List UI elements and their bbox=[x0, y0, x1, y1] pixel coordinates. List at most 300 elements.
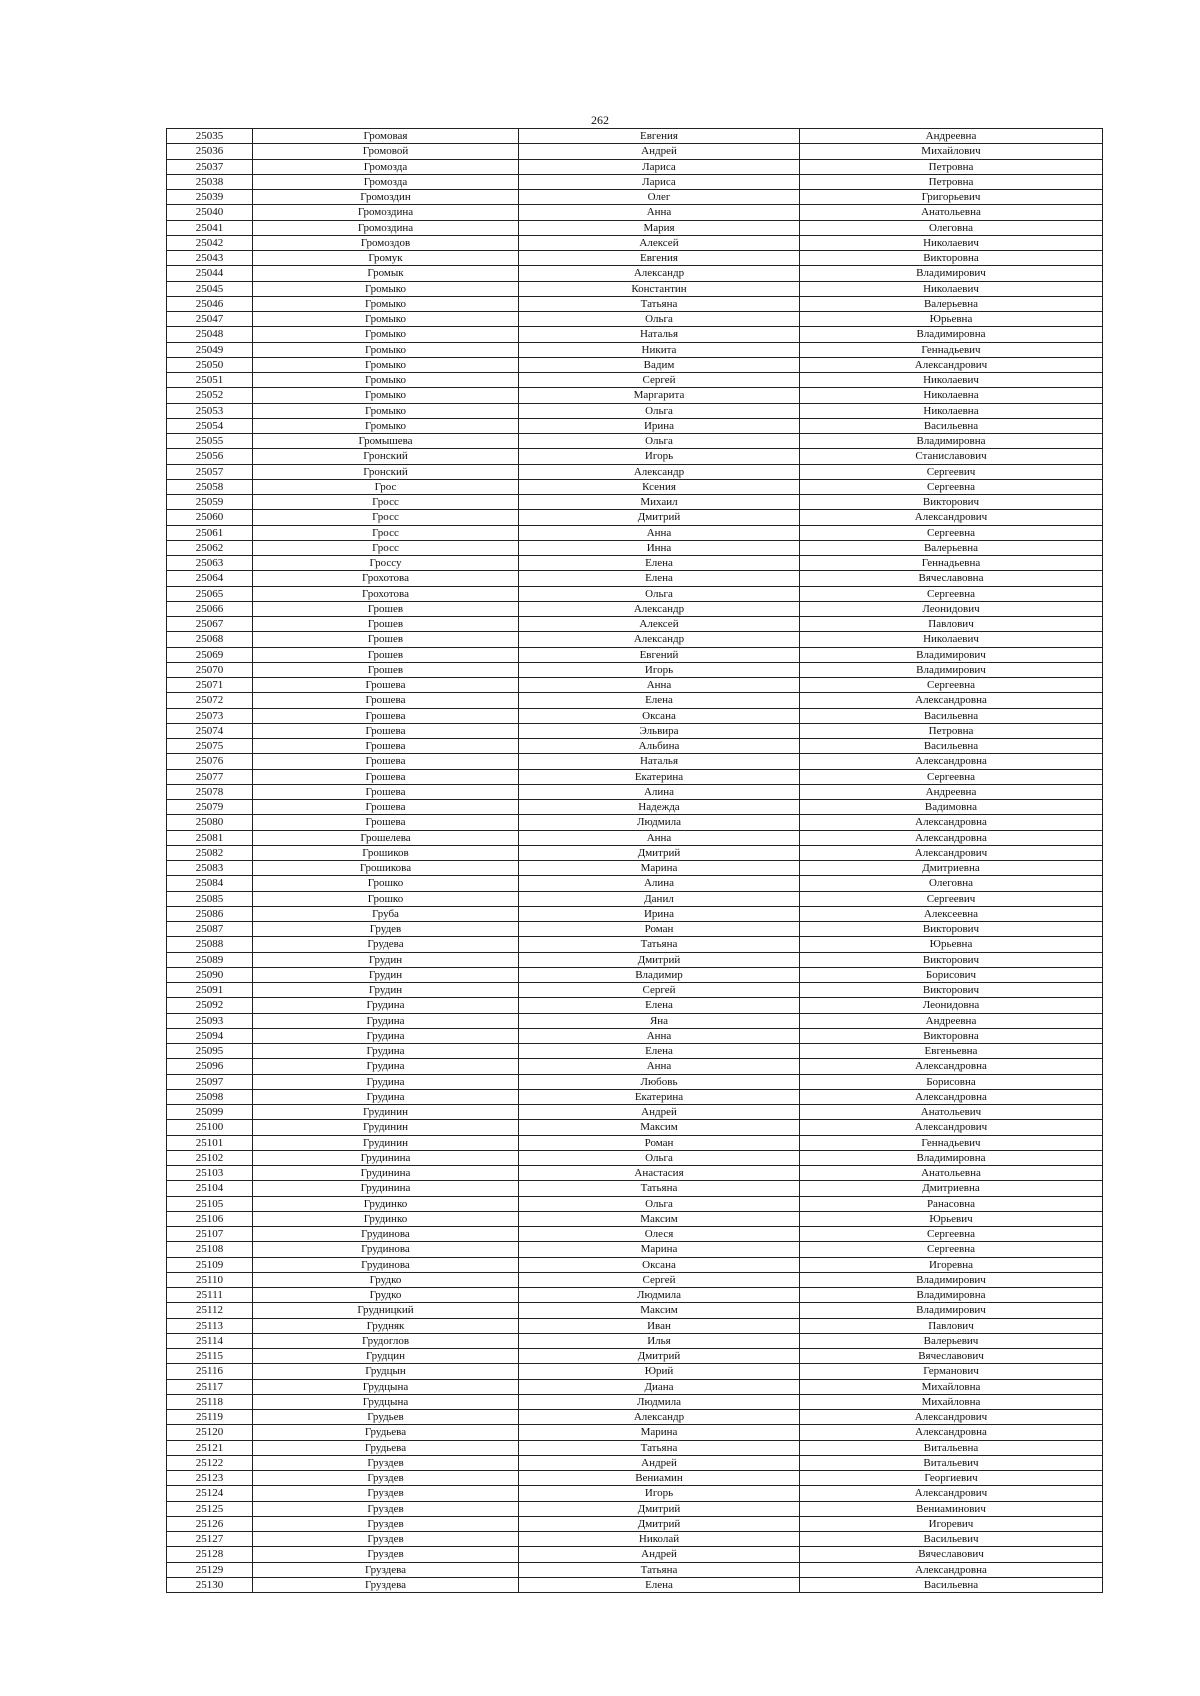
last-name-cell: Грудницкий bbox=[253, 1303, 519, 1318]
table-row bbox=[167, 1059, 1103, 1074]
patronymic-cell: Юрьевна bbox=[800, 312, 1103, 327]
patronymic-cell: Витальевич bbox=[800, 1455, 1103, 1470]
patronymic-cell: Георгиевич bbox=[800, 1471, 1103, 1486]
patronymic-cell: Васильевна bbox=[800, 418, 1103, 433]
patronymic-cell: Леонидович bbox=[800, 601, 1103, 616]
last-name-cell: Грудняк bbox=[253, 1318, 519, 1333]
first-name-cell: Татьяна bbox=[519, 1562, 800, 1577]
record-number-cell: 25046 bbox=[167, 296, 253, 311]
last-name-cell: Громык bbox=[253, 266, 519, 281]
table-row bbox=[167, 1257, 1103, 1272]
record-number-cell: 25124 bbox=[167, 1486, 253, 1501]
last-name-cell: Громыко bbox=[253, 357, 519, 372]
first-name-cell: Диана bbox=[519, 1379, 800, 1394]
first-name-cell: Елена bbox=[519, 571, 800, 586]
record-number-cell: 25094 bbox=[167, 1028, 253, 1043]
first-name-cell: Данил bbox=[519, 891, 800, 906]
last-name-cell: Гроссу bbox=[253, 556, 519, 571]
patronymic-cell: Викторовна bbox=[800, 251, 1103, 266]
patronymic-cell: Сергеевич bbox=[800, 891, 1103, 906]
first-name-cell: Андрей bbox=[519, 144, 800, 159]
last-name-cell: Груздев bbox=[253, 1455, 519, 1470]
table-row bbox=[167, 983, 1103, 998]
record-number-cell: 25108 bbox=[167, 1242, 253, 1257]
record-number-cell: 25102 bbox=[167, 1150, 253, 1165]
first-name-cell: Александр bbox=[519, 464, 800, 479]
table-row bbox=[167, 1486, 1103, 1501]
last-name-cell: Грос bbox=[253, 479, 519, 494]
last-name-cell: Грудцин bbox=[253, 1349, 519, 1364]
first-name-cell: Андрей bbox=[519, 1547, 800, 1562]
patronymic-cell: Александрович bbox=[800, 357, 1103, 372]
patronymic-cell: Станиславович bbox=[800, 449, 1103, 464]
first-name-cell: Роман bbox=[519, 922, 800, 937]
table-row bbox=[167, 556, 1103, 571]
last-name-cell: Грудко bbox=[253, 1272, 519, 1287]
table-row bbox=[167, 1135, 1103, 1150]
table-row bbox=[167, 266, 1103, 281]
record-number-cell: 25093 bbox=[167, 1013, 253, 1028]
last-name-cell: Гросс bbox=[253, 540, 519, 555]
first-name-cell: Марина bbox=[519, 1242, 800, 1257]
record-number-cell: 25057 bbox=[167, 464, 253, 479]
patronymic-cell: Вячеславович bbox=[800, 1547, 1103, 1562]
table-row bbox=[167, 1547, 1103, 1562]
table-row bbox=[167, 357, 1103, 372]
record-number-cell: 25084 bbox=[167, 876, 253, 891]
patronymic-cell: Владимировна bbox=[800, 1150, 1103, 1165]
last-name-cell: Грудинин bbox=[253, 1135, 519, 1150]
table-row bbox=[167, 830, 1103, 845]
first-name-cell: Максим bbox=[519, 1303, 800, 1318]
first-name-cell: Лариса bbox=[519, 174, 800, 189]
last-name-cell: Громовой bbox=[253, 144, 519, 159]
patronymic-cell: Васильевна bbox=[800, 708, 1103, 723]
record-number-cell: 25061 bbox=[167, 525, 253, 540]
last-name-cell: Грошиков bbox=[253, 845, 519, 860]
record-number-cell: 25039 bbox=[167, 190, 253, 205]
table-row bbox=[167, 1074, 1103, 1089]
record-number-cell: 25048 bbox=[167, 327, 253, 342]
table-row bbox=[167, 479, 1103, 494]
patronymic-cell: Борисовна bbox=[800, 1074, 1103, 1089]
patronymic-cell: Николаевна bbox=[800, 403, 1103, 418]
patronymic-cell: Петровна bbox=[800, 723, 1103, 738]
first-name-cell: Евгений bbox=[519, 647, 800, 662]
patronymic-cell: Александрович bbox=[800, 1486, 1103, 1501]
first-name-cell: Александр bbox=[519, 1410, 800, 1425]
last-name-cell: Грудина bbox=[253, 1028, 519, 1043]
last-name-cell: Громозда bbox=[253, 159, 519, 174]
record-number-cell: 25043 bbox=[167, 251, 253, 266]
first-name-cell: Алина bbox=[519, 784, 800, 799]
first-name-cell: Екатерина bbox=[519, 1089, 800, 1104]
table-row bbox=[167, 1501, 1103, 1516]
record-number-cell: 25037 bbox=[167, 159, 253, 174]
last-name-cell: Грошева bbox=[253, 693, 519, 708]
first-name-cell: Мария bbox=[519, 220, 800, 235]
first-name-cell: Ольга bbox=[519, 403, 800, 418]
patronymic-cell: Николаевич bbox=[800, 373, 1103, 388]
table-row bbox=[167, 510, 1103, 525]
first-name-cell: Дмитрий bbox=[519, 1516, 800, 1531]
table-row bbox=[167, 845, 1103, 860]
record-number-cell: 25104 bbox=[167, 1181, 253, 1196]
first-name-cell: Роман bbox=[519, 1135, 800, 1150]
patronymic-cell: Викторович bbox=[800, 952, 1103, 967]
table-row bbox=[167, 540, 1103, 555]
record-number-cell: 25045 bbox=[167, 281, 253, 296]
patronymic-cell: Васильевич bbox=[800, 1532, 1103, 1547]
record-number-cell: 25050 bbox=[167, 357, 253, 372]
first-name-cell: Елена bbox=[519, 693, 800, 708]
patronymic-cell: Владимирович bbox=[800, 647, 1103, 662]
table-row bbox=[167, 1440, 1103, 1455]
table-row bbox=[167, 922, 1103, 937]
first-name-cell: Игорь bbox=[519, 662, 800, 677]
last-name-cell: Грошева bbox=[253, 708, 519, 723]
table-row bbox=[167, 1105, 1103, 1120]
patronymic-cell: Владимировна bbox=[800, 434, 1103, 449]
patronymic-cell: Анатольевич bbox=[800, 1105, 1103, 1120]
table-row bbox=[167, 129, 1103, 144]
patronymic-cell: Вячеславовна bbox=[800, 571, 1103, 586]
table-row bbox=[167, 708, 1103, 723]
record-number-cell: 25073 bbox=[167, 708, 253, 723]
table-row bbox=[167, 1577, 1103, 1592]
registry-body bbox=[167, 129, 1103, 1593]
table-row bbox=[167, 800, 1103, 815]
patronymic-cell: Владимировна bbox=[800, 327, 1103, 342]
first-name-cell: Дмитрий bbox=[519, 1349, 800, 1364]
first-name-cell: Эльвира bbox=[519, 723, 800, 738]
first-name-cell: Илья bbox=[519, 1333, 800, 1348]
first-name-cell: Михаил bbox=[519, 495, 800, 510]
patronymic-cell: Александрович bbox=[800, 1120, 1103, 1135]
patronymic-cell: Андреевна bbox=[800, 129, 1103, 144]
table-row bbox=[167, 723, 1103, 738]
table-row bbox=[167, 418, 1103, 433]
table-row bbox=[167, 1013, 1103, 1028]
first-name-cell: Яна bbox=[519, 1013, 800, 1028]
first-name-cell: Оксана bbox=[519, 1257, 800, 1272]
first-name-cell: Александр bbox=[519, 266, 800, 281]
last-name-cell: Громоздина bbox=[253, 220, 519, 235]
patronymic-cell: Николаевна bbox=[800, 388, 1103, 403]
record-number-cell: 25036 bbox=[167, 144, 253, 159]
first-name-cell: Алексей bbox=[519, 235, 800, 250]
first-name-cell: Алина bbox=[519, 876, 800, 891]
first-name-cell: Дмитрий bbox=[519, 845, 800, 860]
first-name-cell: Анна bbox=[519, 1059, 800, 1074]
record-number-cell: 25129 bbox=[167, 1562, 253, 1577]
first-name-cell: Олег bbox=[519, 190, 800, 205]
first-name-cell: Ксения bbox=[519, 479, 800, 494]
first-name-cell: Любовь bbox=[519, 1074, 800, 1089]
last-name-cell: Грошко bbox=[253, 891, 519, 906]
last-name-cell: Гросс bbox=[253, 495, 519, 510]
record-number-cell: 25120 bbox=[167, 1425, 253, 1440]
first-name-cell: Татьяна bbox=[519, 937, 800, 952]
record-number-cell: 25070 bbox=[167, 662, 253, 677]
first-name-cell: Дмитрий bbox=[519, 510, 800, 525]
patronymic-cell: Александровна bbox=[800, 1425, 1103, 1440]
patronymic-cell: Сергеевна bbox=[800, 586, 1103, 601]
patronymic-cell: Викторович bbox=[800, 922, 1103, 937]
last-name-cell: Грошев bbox=[253, 632, 519, 647]
table-row bbox=[167, 1288, 1103, 1303]
record-number-cell: 25098 bbox=[167, 1089, 253, 1104]
table-row bbox=[167, 967, 1103, 982]
first-name-cell: Татьяна bbox=[519, 1181, 800, 1196]
last-name-cell: Грудинова bbox=[253, 1242, 519, 1257]
record-number-cell: 25075 bbox=[167, 739, 253, 754]
patronymic-cell: Геннадьевич bbox=[800, 342, 1103, 357]
table-row bbox=[167, 586, 1103, 601]
table-row bbox=[167, 891, 1103, 906]
last-name-cell: Грохотова bbox=[253, 586, 519, 601]
last-name-cell: Грудина bbox=[253, 1074, 519, 1089]
record-number-cell: 25111 bbox=[167, 1288, 253, 1303]
last-name-cell: Громыко bbox=[253, 312, 519, 327]
first-name-cell: Елена bbox=[519, 998, 800, 1013]
table-row bbox=[167, 1120, 1103, 1135]
table-row bbox=[167, 1028, 1103, 1043]
patronymic-cell: Алексеевна bbox=[800, 906, 1103, 921]
table-row bbox=[167, 342, 1103, 357]
table-row bbox=[167, 251, 1103, 266]
record-number-cell: 25038 bbox=[167, 174, 253, 189]
table-row bbox=[167, 373, 1103, 388]
last-name-cell: Громыко bbox=[253, 327, 519, 342]
patronymic-cell: Викторович bbox=[800, 983, 1103, 998]
last-name-cell: Грудинко bbox=[253, 1196, 519, 1211]
patronymic-cell: Анатольевна bbox=[800, 1166, 1103, 1181]
first-name-cell: Альбина bbox=[519, 739, 800, 754]
record-number-cell: 25122 bbox=[167, 1455, 253, 1470]
first-name-cell: Ольга bbox=[519, 586, 800, 601]
patronymic-cell: Александрович bbox=[800, 845, 1103, 860]
first-name-cell: Наталья bbox=[519, 754, 800, 769]
last-name-cell: Грудьева bbox=[253, 1425, 519, 1440]
patronymic-cell: Сергеевна bbox=[800, 678, 1103, 693]
patronymic-cell: Александровна bbox=[800, 1089, 1103, 1104]
record-number-cell: 25044 bbox=[167, 266, 253, 281]
first-name-cell: Анна bbox=[519, 1028, 800, 1043]
first-name-cell: Владимир bbox=[519, 967, 800, 982]
table-row bbox=[167, 1181, 1103, 1196]
table-row bbox=[167, 1410, 1103, 1425]
patronymic-cell: Александрович bbox=[800, 1410, 1103, 1425]
record-number-cell: 25064 bbox=[167, 571, 253, 586]
table-row bbox=[167, 1349, 1103, 1364]
record-number-cell: 25115 bbox=[167, 1349, 253, 1364]
patronymic-cell: Юрьевич bbox=[800, 1211, 1103, 1226]
table-row bbox=[167, 861, 1103, 876]
patronymic-cell: Владимирович bbox=[800, 1303, 1103, 1318]
patronymic-cell: Михайловна bbox=[800, 1394, 1103, 1409]
table-row bbox=[167, 190, 1103, 205]
record-number-cell: 25099 bbox=[167, 1105, 253, 1120]
patronymic-cell: Павлович bbox=[800, 1318, 1103, 1333]
patronymic-cell: Германович bbox=[800, 1364, 1103, 1379]
last-name-cell: Гросс bbox=[253, 510, 519, 525]
last-name-cell: Грудко bbox=[253, 1288, 519, 1303]
first-name-cell: Максим bbox=[519, 1211, 800, 1226]
table-row bbox=[167, 388, 1103, 403]
last-name-cell: Грудинова bbox=[253, 1227, 519, 1242]
table-row bbox=[167, 281, 1103, 296]
record-number-cell: 25083 bbox=[167, 861, 253, 876]
record-number-cell: 25110 bbox=[167, 1272, 253, 1287]
last-name-cell: Грошелева bbox=[253, 830, 519, 845]
first-name-cell: Ирина bbox=[519, 906, 800, 921]
patronymic-cell: Витальевна bbox=[800, 1440, 1103, 1455]
table-row bbox=[167, 296, 1103, 311]
patronymic-cell: Александровна bbox=[800, 1059, 1103, 1074]
last-name-cell: Громыко bbox=[253, 418, 519, 433]
first-name-cell: Евгения bbox=[519, 251, 800, 266]
first-name-cell: Олеся bbox=[519, 1227, 800, 1242]
patronymic-cell: Александровна bbox=[800, 754, 1103, 769]
record-number-cell: 25060 bbox=[167, 510, 253, 525]
patronymic-cell: Леонидовна bbox=[800, 998, 1103, 1013]
record-number-cell: 25114 bbox=[167, 1333, 253, 1348]
patronymic-cell: Михайловна bbox=[800, 1379, 1103, 1394]
first-name-cell: Марина bbox=[519, 861, 800, 876]
record-number-cell: 25077 bbox=[167, 769, 253, 784]
last-name-cell: Грудинко bbox=[253, 1211, 519, 1226]
record-number-cell: 25127 bbox=[167, 1532, 253, 1547]
last-name-cell: Грошева bbox=[253, 723, 519, 738]
last-name-cell: Грудинин bbox=[253, 1120, 519, 1135]
record-number-cell: 25103 bbox=[167, 1166, 253, 1181]
record-number-cell: 25041 bbox=[167, 220, 253, 235]
table-row bbox=[167, 952, 1103, 967]
record-number-cell: 25035 bbox=[167, 129, 253, 144]
record-number-cell: 25068 bbox=[167, 632, 253, 647]
record-number-cell: 25112 bbox=[167, 1303, 253, 1318]
last-name-cell: Гросс bbox=[253, 525, 519, 540]
table-row bbox=[167, 1532, 1103, 1547]
patronymic-cell: Анатольевна bbox=[800, 205, 1103, 220]
table-row bbox=[167, 159, 1103, 174]
record-number-cell: 25072 bbox=[167, 693, 253, 708]
patronymic-cell: Сергеевна bbox=[800, 769, 1103, 784]
page-number: 262 bbox=[591, 113, 609, 127]
first-name-cell: Анна bbox=[519, 525, 800, 540]
last-name-cell: Громоздов bbox=[253, 235, 519, 250]
last-name-cell: Грудина bbox=[253, 1044, 519, 1059]
last-name-cell: Громышева bbox=[253, 434, 519, 449]
first-name-cell: Вениамин bbox=[519, 1471, 800, 1486]
first-name-cell: Елена bbox=[519, 1577, 800, 1592]
record-number-cell: 25065 bbox=[167, 586, 253, 601]
patronymic-cell: Евгеньевна bbox=[800, 1044, 1103, 1059]
first-name-cell: Надежда bbox=[519, 800, 800, 815]
last-name-cell: Громоздина bbox=[253, 205, 519, 220]
record-number-cell: 25081 bbox=[167, 830, 253, 845]
patronymic-cell: Григорьевич bbox=[800, 190, 1103, 205]
first-name-cell: Людмила bbox=[519, 815, 800, 830]
record-number-cell: 25089 bbox=[167, 952, 253, 967]
first-name-cell: Иван bbox=[519, 1318, 800, 1333]
record-number-cell: 25128 bbox=[167, 1547, 253, 1562]
last-name-cell: Грудин bbox=[253, 967, 519, 982]
first-name-cell: Вадим bbox=[519, 357, 800, 372]
first-name-cell: Анастасия bbox=[519, 1166, 800, 1181]
record-number-cell: 25119 bbox=[167, 1410, 253, 1425]
table-row bbox=[167, 434, 1103, 449]
record-number-cell: 25101 bbox=[167, 1135, 253, 1150]
patronymic-cell: Александрович bbox=[800, 510, 1103, 525]
last-name-cell: Грошева bbox=[253, 800, 519, 815]
record-number-cell: 25085 bbox=[167, 891, 253, 906]
patronymic-cell: Юрьевна bbox=[800, 937, 1103, 952]
patronymic-cell: Вадимовна bbox=[800, 800, 1103, 815]
last-name-cell: Громоздин bbox=[253, 190, 519, 205]
last-name-cell: Грудина bbox=[253, 1013, 519, 1028]
last-name-cell: Груздев bbox=[253, 1471, 519, 1486]
table-row bbox=[167, 174, 1103, 189]
patronymic-cell: Валерьевна bbox=[800, 540, 1103, 555]
first-name-cell: Лариса bbox=[519, 159, 800, 174]
first-name-cell: Наталья bbox=[519, 327, 800, 342]
table-row bbox=[167, 678, 1103, 693]
table-row bbox=[167, 1394, 1103, 1409]
last-name-cell: Грудина bbox=[253, 1089, 519, 1104]
first-name-cell: Елена bbox=[519, 1044, 800, 1059]
table-row bbox=[167, 632, 1103, 647]
first-name-cell: Татьяна bbox=[519, 1440, 800, 1455]
last-name-cell: Грошева bbox=[253, 754, 519, 769]
patronymic-cell: Геннадьевна bbox=[800, 556, 1103, 571]
last-name-cell: Грудинина bbox=[253, 1181, 519, 1196]
first-name-cell: Юрий bbox=[519, 1364, 800, 1379]
last-name-cell: Груздев bbox=[253, 1501, 519, 1516]
patronymic-cell: Сергеевна bbox=[800, 479, 1103, 494]
table-row bbox=[167, 1333, 1103, 1348]
patronymic-cell: Викторовна bbox=[800, 1028, 1103, 1043]
patronymic-cell: Олеговна bbox=[800, 220, 1103, 235]
table-row bbox=[167, 1089, 1103, 1104]
first-name-cell: Ольга bbox=[519, 312, 800, 327]
last-name-cell: Громовая bbox=[253, 129, 519, 144]
first-name-cell: Евгения bbox=[519, 129, 800, 144]
table-row bbox=[167, 693, 1103, 708]
last-name-cell: Громозда bbox=[253, 174, 519, 189]
record-number-cell: 25079 bbox=[167, 800, 253, 815]
record-number-cell: 25062 bbox=[167, 540, 253, 555]
last-name-cell: Грудьева bbox=[253, 1440, 519, 1455]
table-row bbox=[167, 876, 1103, 891]
record-number-cell: 25066 bbox=[167, 601, 253, 616]
patronymic-cell: Борисович bbox=[800, 967, 1103, 982]
record-number-cell: 25074 bbox=[167, 723, 253, 738]
patronymic-cell: Павлович bbox=[800, 617, 1103, 632]
patronymic-cell: Владимирович bbox=[800, 1272, 1103, 1287]
last-name-cell: Груздев bbox=[253, 1516, 519, 1531]
table-row bbox=[167, 220, 1103, 235]
patronymic-cell: Петровна bbox=[800, 174, 1103, 189]
patronymic-cell: Сергеевна bbox=[800, 1242, 1103, 1257]
record-number-cell: 25095 bbox=[167, 1044, 253, 1059]
table-row bbox=[167, 754, 1103, 769]
first-name-cell: Елена bbox=[519, 556, 800, 571]
record-number-cell: 25105 bbox=[167, 1196, 253, 1211]
last-name-cell: Громыко bbox=[253, 403, 519, 418]
table-row bbox=[167, 647, 1103, 662]
